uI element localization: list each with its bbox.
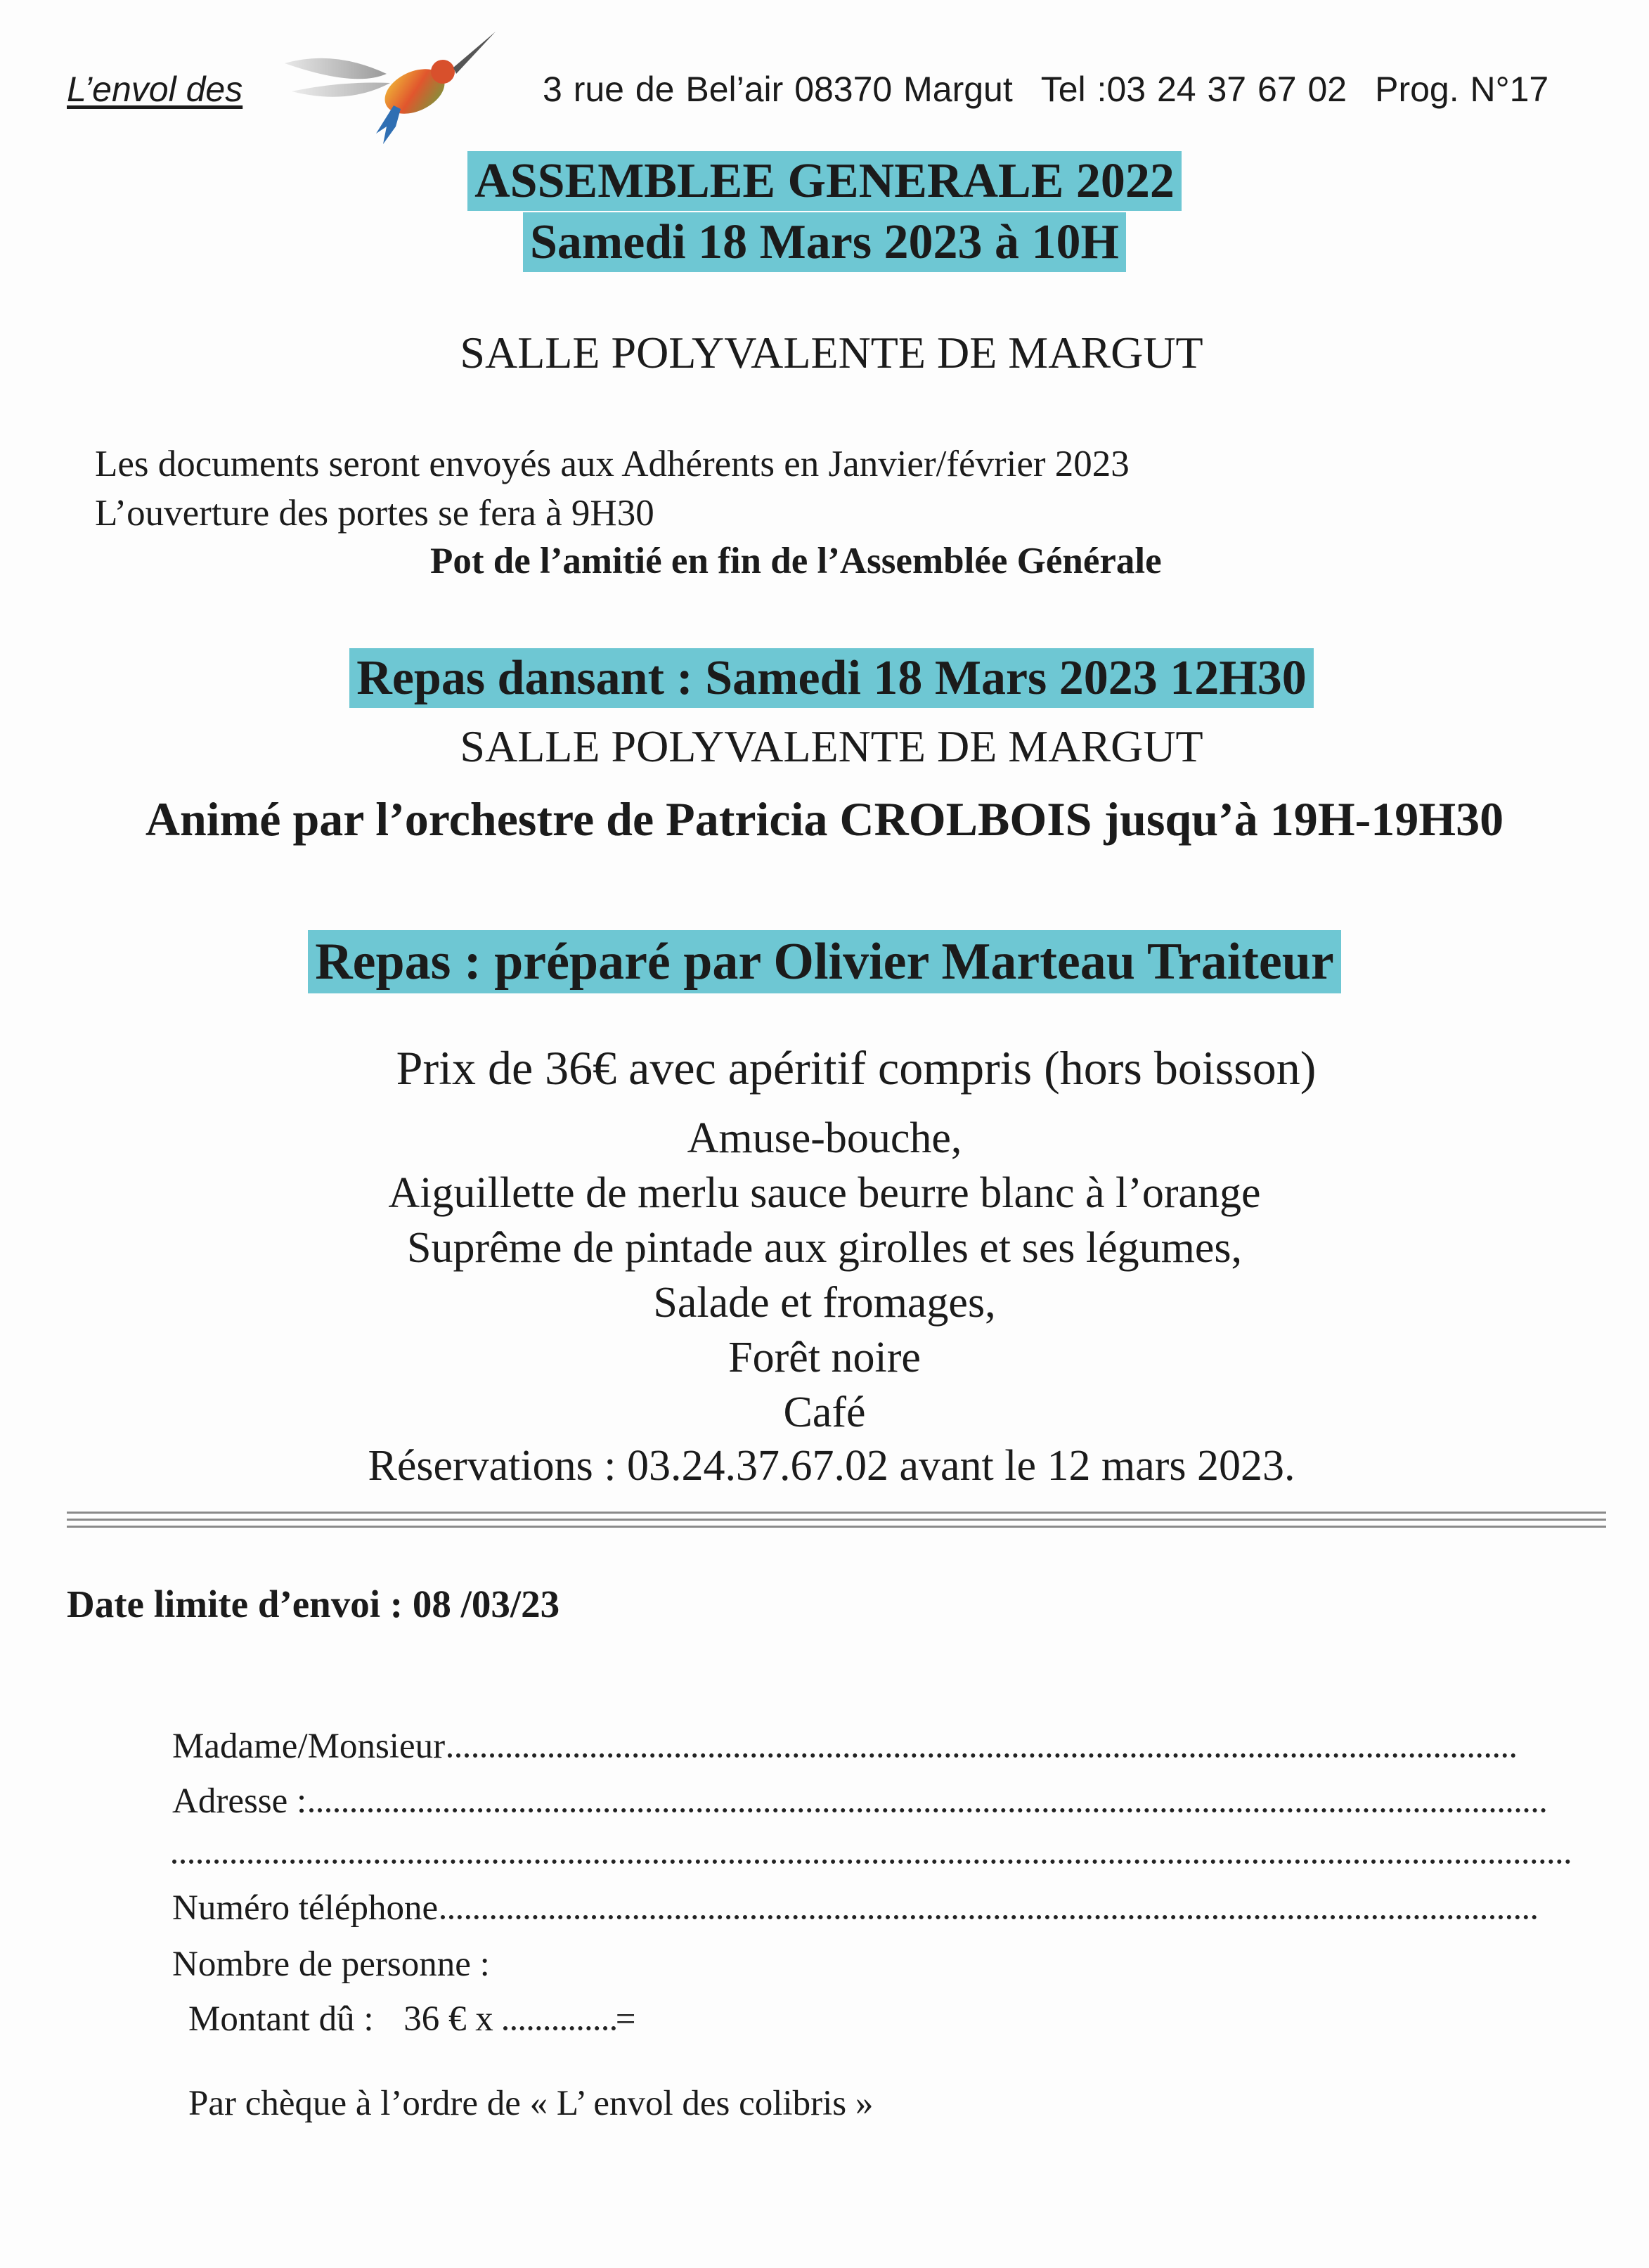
amount-suffix: = (615, 1999, 636, 2039)
separator-line (67, 1519, 1606, 1521)
dinner-band: Animé par l’orchestre de Patricia CROLBOIS jusqu’à 19H-19H30 (145, 792, 1504, 846)
dinner-caterer: Repas : préparé par Olivier Marteau Traiteur (0, 932, 1649, 992)
address-label: Adresse : (172, 1781, 307, 1821)
brand-name: L’envol des (67, 70, 243, 109)
address-blank (309, 1808, 1546, 1812)
dinner-title: Repas dansant : Samedi 18 Mars 2023 12H30 (0, 650, 1649, 707)
address-field-line2 (172, 1832, 1571, 1873)
menu-item: Café (783, 1388, 866, 1436)
deadline-text: Date limite d’envoi : 08 /03/23 (67, 1583, 560, 1625)
menu-item: Aiguillette de merlu sauce beurre blanc à l’orange (388, 1169, 1261, 1217)
assembly-venue: SALLE POLYVALENTE DE MARGUT (460, 328, 1203, 378)
assembly-title: ASSEMBLEE GENERALE 2022 (0, 153, 1649, 210)
separator-line (67, 1526, 1606, 1528)
address-field (172, 1781, 1546, 1822)
dinner-venue: SALLE POLYVALENTE DE MARGUT (460, 721, 1203, 771)
assembly-info-documents: Les documents seront envoyés aux Adhérents en Janvier/février 2023 (95, 444, 1130, 484)
amount-value: 36 € x (403, 1999, 493, 2039)
phone-blank (441, 1915, 1537, 1919)
phone-field (172, 1888, 1537, 1928)
name-label: Madame/Monsieur (172, 1727, 446, 1766)
program-number: Prog. N°17 (1375, 70, 1549, 109)
amount-blank (503, 2026, 616, 2030)
address-blank-2 (172, 1860, 1571, 1864)
people-label: Nombre de personne : (172, 1945, 490, 1984)
reservation-info: Réservations : 03.24.37.67.02 avant le 12 mars 2023. (368, 1442, 1295, 1490)
hummingbird-icon (271, 21, 503, 148)
name-blank (448, 1753, 1516, 1758)
menu-item: Amuse-bouche, (687, 1114, 962, 1162)
contact-info (543, 69, 1548, 110)
name-field (172, 1726, 1516, 1767)
assembly-info-doors: L’ouverture des portes se fera à 9H30 (95, 493, 654, 534)
menu-item: Suprême de pintade aux girolles et ses légumes, (406, 1224, 1243, 1272)
payment-instructions: Par chèque à l’ordre de « L’ envol des colibris » (188, 2084, 874, 2123)
menu-item: Salade et fromages, (653, 1279, 996, 1327)
menu-list (0, 1111, 1649, 1440)
dinner-price: Prix de 36€ avec apéritif compris (hors boisson) (396, 1041, 1317, 1095)
amount-field (188, 1999, 636, 2040)
address-text: 3 rue de Bel’air 08370 Margut (543, 70, 1013, 109)
menu-item: Forêt noire (728, 1334, 921, 1381)
assembly-date: Samedi 18 Mars 2023 à 10H (0, 214, 1649, 271)
phone-text: Tel :03 24 37 67 02 (1040, 70, 1347, 109)
amount-label: Montant dû : (188, 1999, 374, 2039)
separator-line (67, 1512, 1606, 1514)
phone-label: Numéro téléphone (172, 1888, 439, 1928)
assembly-info-pot: Pot de l’amitié en fin de l’Assemblée Générale (430, 541, 1162, 581)
